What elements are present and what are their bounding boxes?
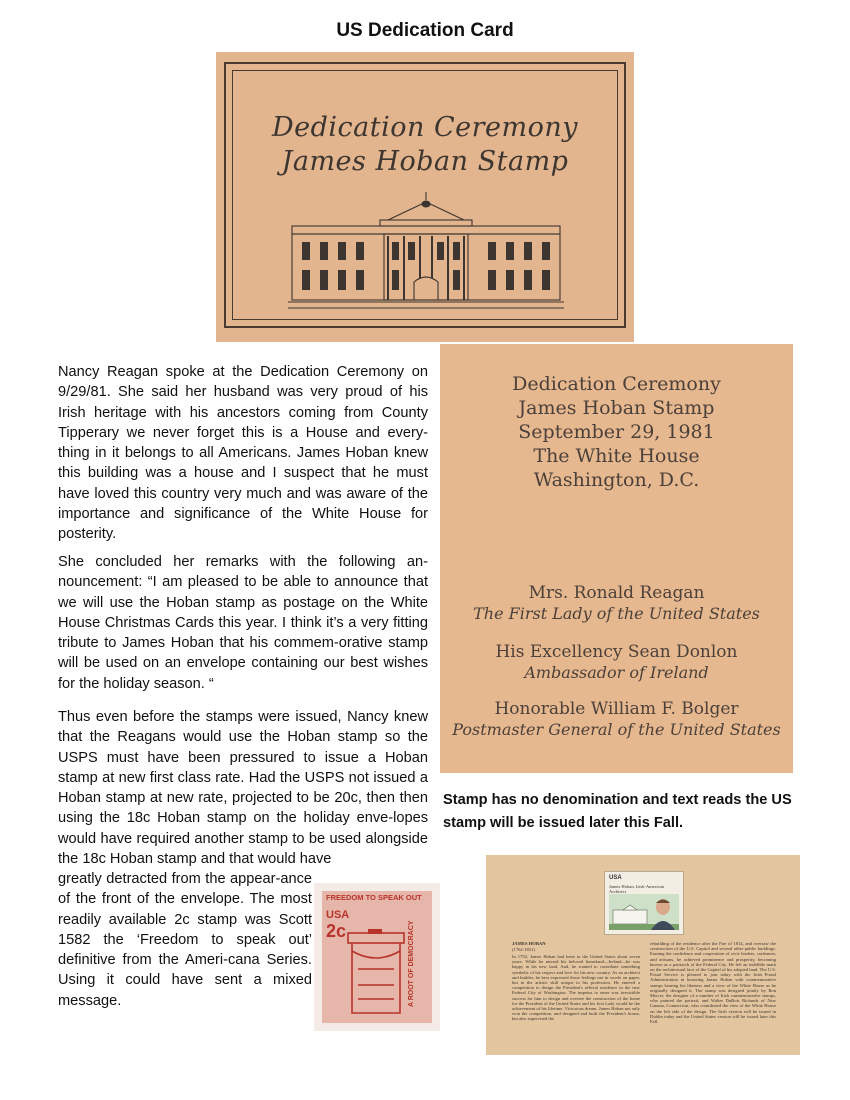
program-card-caption: Stamp has no denomination and text reads the US stamp will be issued later this Fall. (443, 792, 792, 831)
stamp-side-text: A ROOT OF DEMOCRACY (408, 920, 415, 1007)
hoban-text-right: rebuilding of the residence after the Fire of 1814, and oversaw the construction of the U.S. Capitol and several other public buildings. Earning the confidence and cooperation of civic leaders, craftsmen, and artisans, he achieved prominence and prosperity, becoming known as a patriarch of the Federal City. He left an indelible mark on the architectural face of the Capital of his adopted land. The U.S. Postal Service is pleased to join today with the Irish Postal Administration in honoring James Hoban with commemorative stamps bearing his likeness and a view of the White House as he originally designed it. The stamp was designed jointly by Ron Mercer, the designer of a number of Irish commemorative stamps, who painted the portrait, and Walter DuBois Richards of New Canaan, Connecticut, who contributed the view of the White House on the left side of the design. The Irish version will be issued in Dublin today and the United States version will be issued later this Fall. (650, 941, 776, 1025)
hoban-text-left: In 1792, James Hoban had been in the United States about seven years. While he missed his beloved homeland—Ireland—he was happy in his new land. And, he wanted to contribute something symbolic of his respect and love for his new country. As an architect and builder, he best expressed those feelings not in words on paper, but in the artistic skill unique to his profession. He entered a competition to design the President's official residence in the new Federal City of Washington. The impetus to enter was irresistible success for him to design and oversee the construction of the home for the President of the United States and his first Lady would be the achievement of his lifetime. Victorious dream. James Hoban not only won the competition, and designed and built the President's house, but also supervised the (512, 954, 640, 1022)
program-person-name: His Excellency Sean Donlon (495, 642, 738, 662)
paragraph-announcement: She concluded her remarks with the following an-nouncement: “I am pleased to be able to announce that we will use the Hoban stamp as postage on the White House Christmas Cards this year. I think it’s a very fitting tribute to James Hoban that his commem-orative stamp will be used on an envelope containing our best wishes for the holiday season. “ (58, 554, 428, 692)
stamp-value: 2c (326, 921, 347, 941)
cover-title-line1: Dedication Ceremony (272, 112, 578, 143)
program-person-name: Mrs. Ronald Reagan (528, 583, 705, 603)
ceremony-program-card (440, 344, 793, 773)
program-person-role: Ambassador of Ireland (524, 663, 709, 682)
program-heading-line: Dedication Ceremony (512, 373, 721, 395)
paragraph-reagans-continued: greatly detracted from the appear-ance of the front of the envelope. The most readily available 2c stamp was Scott 1582 the ‘Freedom to speak out’ definitive from the Ameri-cana Series. Using it could have sent a mixed message. (58, 871, 312, 1009)
page-title: US Dedication Card (336, 20, 514, 41)
program-heading-line: Washington, D.C. (533, 469, 700, 491)
program-heading-line: The White House (533, 445, 700, 467)
stamp-top-text: FREEDOM TO SPEAK OUT (326, 893, 422, 902)
hoban-stamp-image (609, 894, 679, 930)
program-person-role: The First Lady of the United States (473, 604, 760, 623)
program-heading-line: September 29, 1981 (518, 421, 715, 443)
hoban-stamp-caption: James Hoban, Irish-American Architect (609, 884, 664, 895)
paragraph-reagans: Thus even before the stamps were issued, Nancy knew that the Reagans would use the Hoban stamp so the USPS must have been pressured to issue a Hoban stamp at new first class rate. Had the USPS not issued a Hoban stamp at new rate, projected to be 20c, then then using the 18c Hoban stamp on the holiday enve-lopes would have required another stamp to be used alongside the 18c Hoban stamp and that would have (58, 709, 428, 868)
lectern-illustration (344, 929, 408, 1019)
stamp-country: USA (326, 909, 350, 921)
first-day-program-card (486, 855, 800, 1055)
hoban-heading: JAMES HOBAN (512, 941, 546, 946)
program-person-role: Postmaster General of the United States (452, 720, 781, 739)
freedom-to-speak-out-stamp (314, 883, 440, 1031)
hoban-dates: (1762-1831) (512, 947, 535, 952)
cover-title-line2: James Hoban Stamp (281, 146, 569, 177)
dedication-card-cover (216, 52, 634, 342)
hoban-stamp (604, 871, 684, 935)
program-heading-line: James Hoban Stamp (518, 397, 715, 419)
white-house-illustration (288, 190, 564, 312)
paragraph-speech: Nancy Reagan spoke at the Dedication Ceremony on 9/29/81. She said her husband was very proud of his Irish heritage with his ancestors coming from County Tipperary we never forget this is a House and every-thing in it belongs to all Americans. James Hoban knew this building was a house and I suspect that he must have loved this country very much and was aware of the importance and significance of the White House for posterity. (58, 364, 428, 543)
hoban-stamp-country: USA (609, 875, 622, 881)
program-person-name: Honorable William F. Bolger (494, 699, 739, 719)
